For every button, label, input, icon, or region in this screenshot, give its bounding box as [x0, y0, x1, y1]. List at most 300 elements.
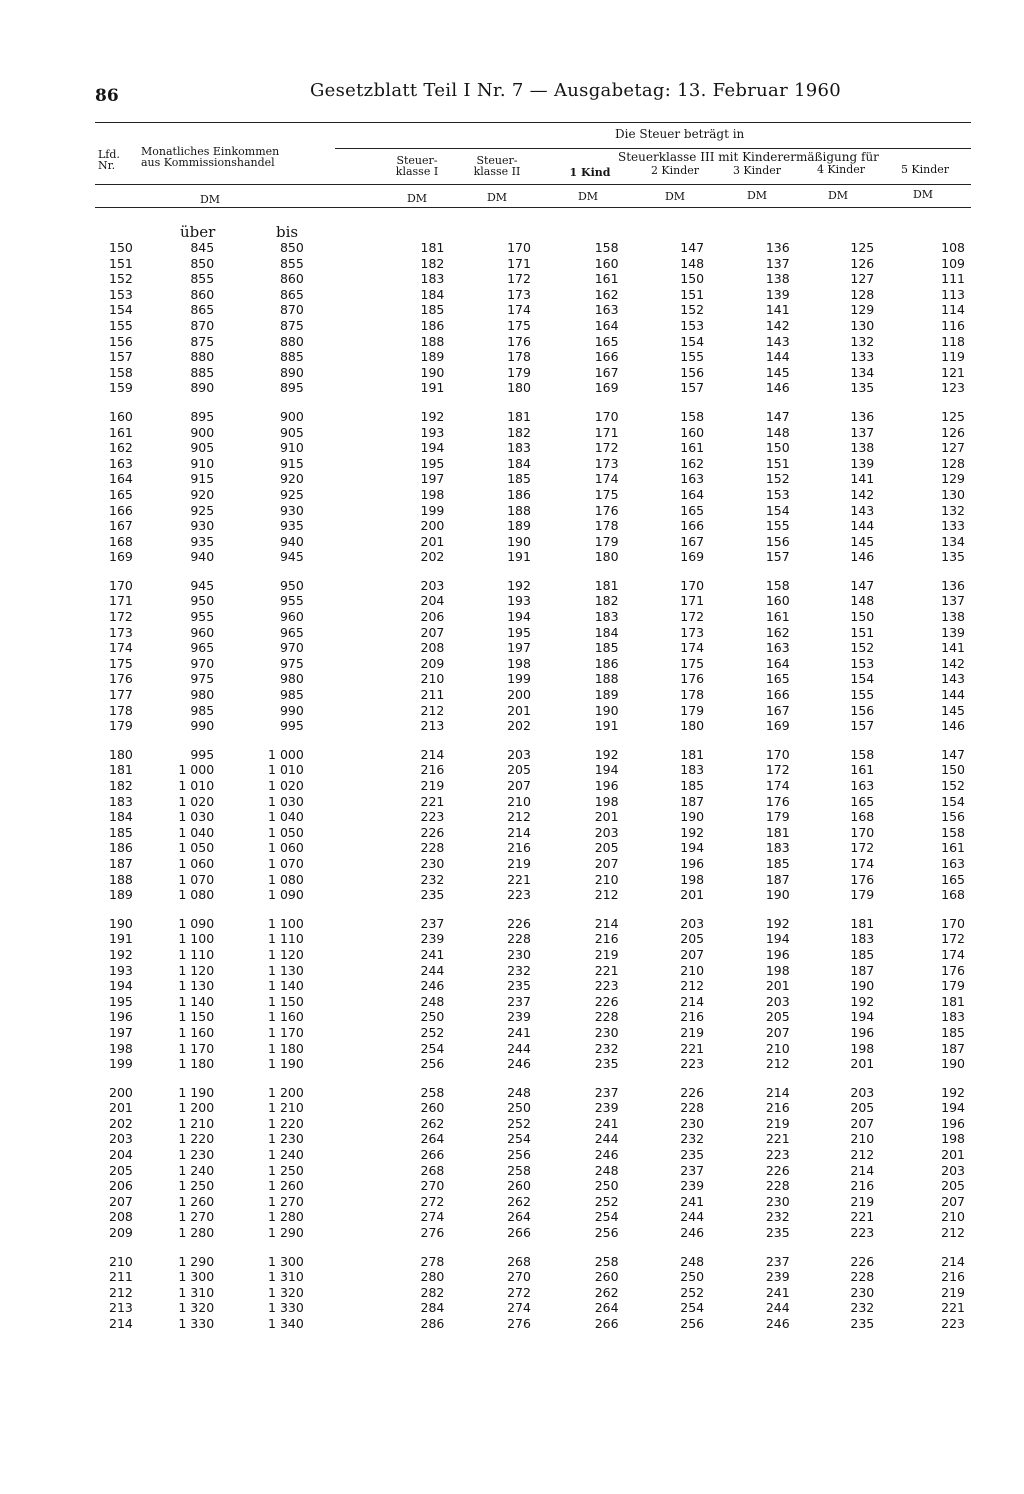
table-cell: 172: [850, 840, 875, 856]
table-cell: 1 320: [178, 1300, 215, 1316]
table-cell: 910: [279, 440, 304, 456]
table-cell: 280: [420, 1269, 445, 1285]
table-cell: 214: [680, 993, 705, 1009]
dm-label-income: DM: [199, 193, 221, 206]
table-cell: 148: [850, 593, 875, 609]
table-cell: 1 040: [268, 809, 304, 825]
table-cell: 179: [765, 809, 790, 825]
table-cell: 207: [594, 855, 619, 871]
table-row: [95, 994, 965, 1010]
group-spacer: [95, 1072, 965, 1085]
table-cell: 159: [109, 380, 133, 396]
table-cell: 193: [507, 593, 531, 609]
table-cell: 143: [941, 671, 965, 687]
table-cell: 174: [680, 640, 705, 656]
table-cell: 161: [594, 271, 619, 287]
table-cell: 160: [680, 424, 705, 440]
table-cell: 163: [941, 855, 965, 871]
table-cell: 205: [594, 840, 619, 856]
table-cell: 256: [594, 1225, 619, 1241]
table-cell: 270: [420, 1178, 445, 1194]
table-cell: 920: [279, 471, 304, 487]
table-cell: 905: [190, 440, 215, 456]
table-cell: 241: [507, 1024, 531, 1040]
table-cell: 192: [680, 824, 705, 840]
table-cell: 163: [594, 302, 619, 318]
table-cell: 164: [594, 317, 619, 333]
top-rule: [95, 122, 971, 123]
table-cell: 157: [850, 718, 875, 734]
table-cell: 1 170: [178, 1040, 215, 1056]
table-cell: 990: [190, 718, 215, 734]
table-cell: 216: [765, 1100, 790, 1116]
table-cell: 156: [765, 533, 790, 549]
table-cell: 186: [109, 840, 133, 856]
table-cell: 179: [850, 887, 875, 903]
table-cell: 260: [420, 1100, 445, 1116]
table-row: [95, 471, 965, 487]
table-cell: 207: [941, 1193, 965, 1209]
table-cell: 192: [594, 746, 619, 762]
table-cell: 197: [109, 1024, 133, 1040]
table-cell: 187: [109, 855, 133, 871]
table-cell: 975: [190, 671, 215, 687]
table-cell: 199: [109, 1056, 133, 1072]
table-cell: 191: [507, 549, 531, 565]
table-cell: 264: [507, 1209, 531, 1225]
table-cell: 232: [680, 1131, 705, 1147]
income-header: [141, 146, 279, 168]
table-cell: 244: [594, 1131, 619, 1147]
table-cell: 219: [594, 946, 619, 962]
table-cell: 244: [680, 1209, 705, 1225]
table-cell: 230: [680, 1115, 705, 1131]
table-cell: 1 270: [268, 1193, 304, 1209]
table-cell: 136: [765, 240, 790, 255]
table-cell: 221: [941, 1300, 965, 1316]
table-cell: 270: [507, 1269, 531, 1285]
table-cell: 146: [850, 549, 875, 565]
table-cell: 167: [594, 364, 619, 380]
table-cell: 204: [420, 593, 445, 609]
table-cell: 970: [190, 655, 215, 671]
table-cell: 1 230: [178, 1147, 215, 1163]
table-cell: 203: [507, 746, 531, 762]
table-cell: 119: [941, 349, 965, 365]
table-cell: 1 250: [178, 1178, 215, 1194]
table-cell: 175: [594, 486, 619, 502]
tax-table: [95, 240, 965, 1332]
table-cell: 130: [850, 317, 875, 333]
table-cell: 248: [507, 1084, 531, 1100]
table-cell: 264: [420, 1131, 445, 1147]
table-cell: 184: [507, 455, 531, 471]
table-cell: 925: [190, 502, 215, 518]
table-cell: 1 070: [178, 871, 215, 887]
table-row: [95, 487, 965, 503]
table-cell: 139: [941, 624, 965, 640]
table-cell: 1 010: [178, 778, 215, 793]
table-cell: 211: [420, 687, 445, 703]
table-cell: 870: [279, 302, 304, 318]
table-cell: 168: [850, 809, 875, 825]
table-cell: 192: [850, 993, 875, 1009]
table-cell: 1 120: [178, 962, 215, 978]
table-cell: 995: [279, 718, 304, 734]
table-cell: 955: [279, 593, 304, 609]
table-cell: 910: [190, 455, 215, 471]
table-cell: 274: [420, 1209, 445, 1225]
table-cell: 152: [680, 302, 705, 318]
table-cell: 206: [109, 1178, 133, 1194]
table-cell: 1 020: [268, 778, 304, 793]
table-cell: 205: [680, 931, 705, 947]
steuerklasse-3-header: Steuerklasse III mit Kinderermäßigung für: [618, 150, 879, 164]
table-cell: 143: [850, 502, 875, 518]
table-cell: 1 270: [178, 1209, 215, 1225]
table-cell: 128: [941, 455, 965, 471]
table-cell: 276: [420, 1225, 445, 1241]
table-cell: 132: [850, 333, 875, 349]
table-row: [95, 1131, 965, 1147]
table-cell: 286: [420, 1316, 445, 1331]
table-cell: 256: [507, 1147, 531, 1163]
dm-label-sk2: DM: [486, 191, 508, 204]
table-row: [95, 963, 965, 979]
table-cell: 960: [190, 624, 215, 640]
table-cell: 169: [594, 380, 619, 396]
table-cell: 134: [850, 364, 875, 380]
table-cell: 125: [941, 408, 965, 424]
table-cell: 139: [765, 286, 790, 302]
table-cell: 118: [941, 333, 965, 349]
table-row: [95, 1025, 965, 1041]
table-row: [95, 409, 965, 425]
table-row: [95, 1194, 965, 1210]
table-cell: 170: [594, 408, 619, 424]
table-cell: 1 300: [268, 1253, 304, 1269]
table-cell: 221: [594, 962, 619, 978]
tax-span-rule: [335, 148, 971, 149]
lfd-nr-header-line1: Lfd.: [98, 148, 120, 161]
table-cell: 144: [850, 518, 875, 534]
table-cell: 870: [190, 317, 215, 333]
table-cell: 177: [109, 687, 133, 703]
table-cell: 246: [594, 1147, 619, 1163]
dm-rule: [95, 207, 971, 208]
table-cell: 169: [109, 549, 133, 565]
table-row: [95, 1225, 965, 1241]
table-cell: 237: [765, 1253, 790, 1269]
table-row: [95, 671, 965, 687]
table-cell: 198: [594, 793, 619, 809]
table-cell: 151: [109, 255, 133, 271]
table-cell: 266: [594, 1316, 619, 1331]
table-row: [95, 1209, 965, 1225]
table-cell: 114: [941, 302, 965, 318]
table-cell: 158: [680, 408, 705, 424]
table-cell: 235: [594, 1056, 619, 1072]
table-cell: 191: [420, 380, 445, 396]
table-cell: 157: [765, 549, 790, 565]
table-cell: 216: [941, 1269, 965, 1285]
table-cell: 167: [680, 533, 705, 549]
table-cell: 250: [420, 1009, 445, 1025]
group-spacer: [95, 1241, 965, 1254]
table-cell: 915: [279, 455, 304, 471]
table-cell: 178: [594, 518, 619, 534]
table-cell: 223: [680, 1056, 705, 1072]
table-row: [95, 456, 965, 472]
table-cell: 1 300: [178, 1269, 215, 1285]
table-cell: 1 290: [268, 1225, 304, 1241]
table-cell: 154: [765, 502, 790, 518]
table-cell: 241: [765, 1284, 790, 1300]
table-cell: 221: [765, 1131, 790, 1147]
table-cell: 202: [507, 718, 531, 734]
table-cell: 246: [680, 1225, 705, 1241]
table-cell: 139: [850, 455, 875, 471]
table-cell: 244: [765, 1300, 790, 1316]
table-cell: 980: [190, 687, 215, 703]
table-cell: 198: [680, 871, 705, 887]
table-cell: 183: [850, 931, 875, 947]
table-cell: 219: [420, 778, 445, 793]
table-row: [95, 1056, 965, 1072]
income-header-line1: Monatliches Einkommen: [141, 145, 280, 158]
table-cell: 164: [680, 486, 705, 502]
table-cell: 194: [507, 609, 531, 625]
table-cell: 155: [680, 349, 705, 365]
table-row: [95, 503, 965, 519]
table-cell: 179: [109, 718, 133, 734]
table-cell: 205: [941, 1178, 965, 1194]
table-cell: 162: [765, 624, 790, 640]
sk2-line1: Steuer-: [476, 154, 518, 167]
table-cell: 272: [420, 1193, 445, 1209]
table-row: [95, 825, 965, 841]
table-row: [95, 1147, 965, 1163]
table-cell: 955: [190, 609, 215, 625]
table-cell: 221: [507, 871, 531, 887]
table-cell: 144: [941, 687, 965, 703]
table-cell: 850: [279, 240, 304, 255]
table-cell: 1 000: [268, 746, 304, 762]
table-cell: 198: [941, 1131, 965, 1147]
table-cell: 221: [850, 1209, 875, 1225]
table-cell: 175: [680, 655, 705, 671]
table-cell: 198: [765, 962, 790, 978]
table-cell: 183: [594, 609, 619, 625]
table-cell: 214: [850, 1162, 875, 1178]
table-cell: 182: [420, 255, 445, 271]
table-cell: 125: [850, 240, 875, 255]
table-cell: 204: [109, 1147, 133, 1163]
table-cell: 208: [109, 1209, 133, 1225]
table-cell: 153: [109, 286, 133, 302]
table-cell: 188: [109, 871, 133, 887]
table-cell: 1 080: [178, 887, 215, 903]
table-cell: 1 280: [178, 1225, 215, 1241]
table-cell: 965: [279, 624, 304, 640]
table-row: [95, 762, 965, 778]
table-cell: 162: [680, 455, 705, 471]
table-cell: 216: [680, 1009, 705, 1025]
table-cell: 164: [109, 471, 133, 487]
table-cell: 165: [765, 671, 790, 687]
table-cell: 163: [109, 455, 133, 471]
table-cell: 226: [507, 915, 531, 931]
table-cell: 194: [594, 762, 619, 778]
table-cell: 203: [850, 1084, 875, 1100]
table-cell: 860: [279, 271, 304, 287]
table-cell: 162: [594, 286, 619, 302]
table-cell: 239: [765, 1269, 790, 1285]
table-cell: 223: [941, 1316, 965, 1331]
table-cell: 203: [594, 824, 619, 840]
table-cell: 174: [507, 302, 531, 318]
table-cell: 173: [680, 624, 705, 640]
table-cell: 207: [507, 778, 531, 793]
table-cell: 184: [109, 809, 133, 825]
table-cell: 181: [765, 824, 790, 840]
table-cell: 170: [507, 240, 531, 255]
table-cell: 174: [850, 855, 875, 871]
table-cell: 198: [850, 1040, 875, 1056]
table-cell: 284: [420, 1300, 445, 1316]
table-cell: 166: [109, 502, 133, 518]
table-cell: 190: [507, 533, 531, 549]
table-cell: 127: [850, 271, 875, 287]
lfd-nr-header-line2: Nr.: [98, 159, 116, 172]
table-cell: 203: [680, 915, 705, 931]
tax-header-title: Die Steuer beträgt in: [615, 127, 745, 141]
table-row: [95, 778, 965, 794]
table-cell: 195: [420, 455, 445, 471]
table-cell: 895: [279, 380, 304, 396]
table-cell: 201: [850, 1056, 875, 1072]
table-cell: 178: [680, 687, 705, 703]
table-cell: 180: [680, 718, 705, 734]
table-cell: 254: [680, 1300, 705, 1316]
table-cell: 246: [765, 1316, 790, 1331]
table-cell: 232: [765, 1209, 790, 1225]
table-cell: 230: [507, 946, 531, 962]
table-cell: 228: [765, 1178, 790, 1194]
table-cell: 230: [765, 1193, 790, 1209]
table-cell: 200: [507, 687, 531, 703]
table-cell: 182: [109, 778, 133, 793]
table-cell: 168: [941, 887, 965, 903]
table-row: [95, 703, 965, 719]
table-cell: 187: [680, 793, 705, 809]
table-cell: 258: [594, 1253, 619, 1269]
table-cell: 190: [420, 364, 445, 380]
table-cell: 190: [850, 978, 875, 994]
table-cell: 153: [680, 317, 705, 333]
income-header-line2: aus Kommissionshandel: [141, 156, 275, 169]
table-row: [95, 518, 965, 534]
dm-label-kids1: DM: [577, 190, 599, 203]
table-cell: 228: [850, 1269, 875, 1285]
table-cell: 214: [765, 1084, 790, 1100]
table-cell: 985: [279, 687, 304, 703]
table-cell: 174: [109, 640, 133, 656]
table-cell: 170: [941, 915, 965, 931]
table-cell: 274: [507, 1300, 531, 1316]
table-cell: 221: [420, 793, 445, 809]
table-cell: 237: [680, 1162, 705, 1178]
table-cell: 900: [190, 424, 215, 440]
table-cell: 194: [109, 978, 133, 994]
table-cell: 144: [765, 349, 790, 365]
steuerklasse-1-header: [382, 155, 452, 177]
table-row: [95, 549, 965, 565]
table-cell: 147: [680, 240, 705, 255]
table-row: [95, 931, 965, 947]
table-row: [95, 978, 965, 994]
table-cell: 179: [594, 533, 619, 549]
table-cell: 176: [507, 333, 531, 349]
table-cell: 212: [765, 1056, 790, 1072]
table-cell: 250: [594, 1178, 619, 1194]
table-cell: 126: [850, 255, 875, 271]
table-cell: 210: [109, 1253, 133, 1269]
table-cell: 252: [507, 1115, 531, 1131]
table-cell: 137: [850, 424, 875, 440]
table-cell: 1 210: [268, 1100, 304, 1116]
table-cell: 1 060: [268, 840, 304, 856]
table-cell: 193: [420, 424, 445, 440]
table-cell: 1 160: [268, 1009, 304, 1025]
table-cell: 1 310: [268, 1269, 304, 1285]
table-cell: 202: [109, 1115, 133, 1131]
table-cell: 165: [941, 871, 965, 887]
table-cell: 235: [680, 1147, 705, 1163]
table-cell: 135: [850, 380, 875, 396]
table-row: [95, 747, 965, 763]
table-cell: 184: [594, 624, 619, 640]
table-cell: 161: [680, 440, 705, 456]
table-cell: 152: [941, 778, 965, 793]
table-cell: 109: [941, 255, 965, 271]
dm-label-sk1: DM: [406, 192, 428, 205]
table-cell: 165: [850, 793, 875, 809]
table-cell: 208: [420, 640, 445, 656]
table-cell: 165: [680, 502, 705, 518]
table-row: [95, 380, 965, 396]
table-cell: 146: [941, 718, 965, 734]
table-cell: 930: [279, 502, 304, 518]
table-cell: 160: [765, 593, 790, 609]
table-cell: 219: [680, 1024, 705, 1040]
table-cell: 142: [941, 655, 965, 671]
table-cell: 1 220: [178, 1131, 215, 1147]
table-cell: 1 050: [178, 840, 215, 856]
table-cell: 205: [507, 762, 531, 778]
table-cell: 1 220: [268, 1115, 304, 1131]
table-cell: 189: [109, 887, 133, 903]
table-cell: 266: [420, 1147, 445, 1163]
table-cell: 191: [109, 931, 133, 947]
table-cell: 135: [941, 549, 965, 565]
table-cell: 975: [279, 655, 304, 671]
table-cell: 268: [507, 1253, 531, 1269]
table-cell: 935: [279, 518, 304, 534]
table-cell: 212: [420, 702, 445, 718]
kids-4-header: 4 Kinder: [816, 163, 866, 176]
table-cell: 161: [765, 609, 790, 625]
